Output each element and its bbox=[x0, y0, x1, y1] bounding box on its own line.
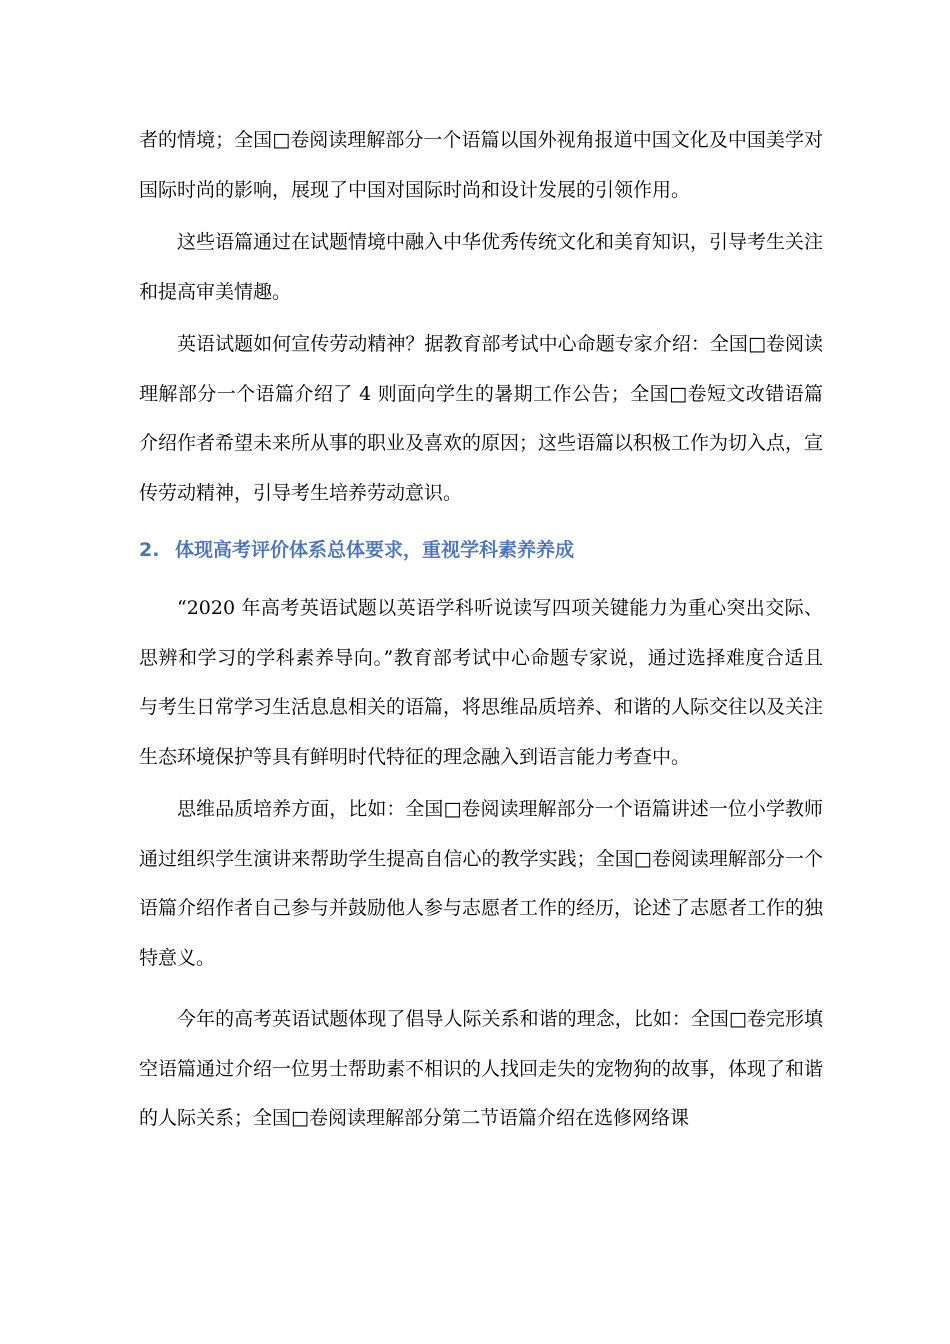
document-page bbox=[139, 116, 823, 1144]
paragraph-3: 英语试题如何宣传劳动精神？据教育部考试中心命题专家介绍：全国□卷阅读理解部分一个语篇介绍了 4 则面向学生的暑期工作公告；全国□卷短文改错语篇介绍作者希望未来所从事的职业及喜欢的原因；这些语篇以积极工作为切入点，宣传劳动精神，引导考生培养劳动意识。 bbox=[139, 333, 824, 504]
paragraph-6: 今年的高考英语试题体现了倡导人际关系和谐的理念，比如：全国□卷完形填空语篇通过介绍一位男士帮助素不相识的人找回走失的宠物狗的故事，体现了和谐的人际关系；全国□卷阅读理解部分第二节语篇介绍在选修网络课 bbox=[139, 1008, 824, 1129]
section-title: 体现高考评价体系总体要求，重视学科素养养成 bbox=[175, 539, 575, 561]
paragraph-5: 思维品质培养方面，比如：全国□卷阅读理解部分一个语篇讲述一位小学教师通过组织学生演讲来帮助学生提高自信心的教学实践；全国□卷阅读理解部分一个语篇介绍作者自己参与并鼓励他人参与志愿者工作的经历，论述了志愿者工作的独特意义。 bbox=[139, 798, 824, 969]
paragraph-1: 者的情境；全国□卷阅读理解部分一个语篇以国外视角报道中国文化及中国美学对国际时尚的影响，展现了中国对国际时尚和设计发展的引领作用。 bbox=[139, 129, 823, 201]
section-number: 2. bbox=[139, 539, 160, 561]
paragraph-4: “2020 年高考英语试题以英语学科听说读写四项关键能力为重心突出交际、思辨和学习的学科素养导向。”教育部考试中心命题专家说，通过选择难度合适且与考生日常学习生活息息相关的语篇，将思维品质培养、和谐的人际交往以及关注生态环境保护等具有鲜明时代特征的理念融入到语言能力考查中。 bbox=[139, 597, 824, 768]
section-heading bbox=[139, 530, 823, 570]
paragraph-2: 这些语篇通过在试题情境中融入中华优秀传统文化和美育知识，引导考生关注和提高审美情趣。 bbox=[139, 231, 824, 303]
